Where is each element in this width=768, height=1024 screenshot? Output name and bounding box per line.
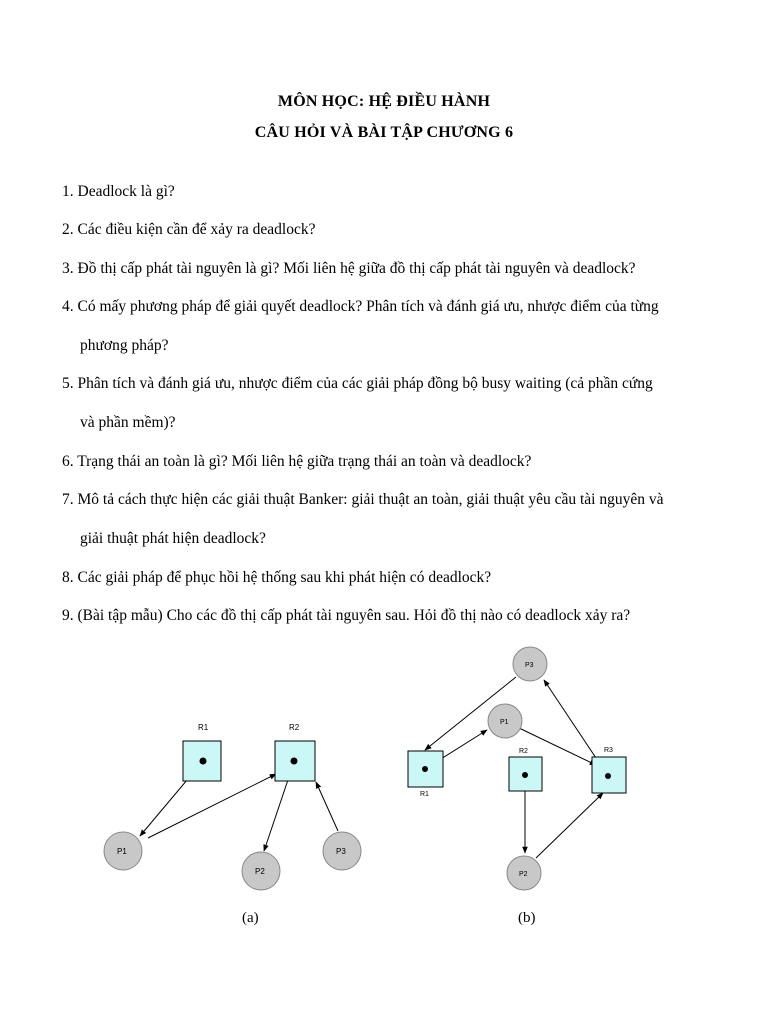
question-7-cont: giải thuật phát hiện deadlock? [80,530,266,547]
resource-a-r1-instance [200,758,207,765]
question-4: 4. Có mấy phương pháp để giải quyết deadlock? Phân tích và đánh giá ưu, nhược điểm của từng [62,298,659,315]
label-b-r2: R2 [519,748,528,755]
label-b-p1: P1 [500,719,509,726]
question-8: 8. Các giải pháp để phục hồi hệ thống sau khi phát hiện có deadlock? [62,569,492,586]
label-a-r2: R2 [289,723,300,732]
edge-b-p2-r3 [536,793,603,858]
question-9: 9. (Bài tập mẫu) Cho các đồ thị cấp phát tài nguyên sau. Hỏi đồ thị nào có deadlock xảy ra? [62,607,631,624]
resource-b-r1-instance [422,766,428,772]
question-5: 5. Phân tích và đánh giá ưu, nhược điểm của các giải pháp đồng bộ busy waiting (cả phần cứng [62,375,653,392]
edge-a-p1-r2 [148,774,276,838]
label-a-r1: R1 [198,723,209,732]
question-1: 1. Deadlock là gì? [62,183,175,200]
subject-title: MÔN HỌC: HỆ ĐIỀU HÀNH [277,93,491,110]
label-b-p2: P2 [519,871,528,878]
resource-b-r3-instance [605,773,611,779]
question-3: 3. Đồ thị cấp phát tài nguyên là gì? Mối liên hệ giữa đồ thị cấp phát tài nguyên và deadlock? [62,260,636,277]
resource-b-r2-instance [522,772,528,778]
caption-a: (a) [242,910,259,926]
label-b-p3: P3 [525,662,534,669]
label-a-p2: P2 [255,867,265,876]
resource-a-r2-instance [291,758,298,765]
chapter-title: CÂU HỎI VÀ BÀI TẬP CHƯƠNG 6 [254,124,514,141]
question-4-cont: phương pháp? [80,337,169,354]
edge-a-p3-r2 [316,782,338,831]
question-7: 7. Mô tả cách thực hiện các giải thuật Banker: giải thuật an toàn, giải thuật yêu cầu tài nguyên và [62,491,664,508]
graph-b [408,647,626,890]
caption-b: (b) [518,910,536,926]
question-6: 6. Trạng thái an toàn là gì? Mối liên hệ giữa trạng thái an toàn và deadlock? [62,453,532,470]
question-2: 2. Các điều kiện cần để xảy ra deadlock? [62,221,316,238]
label-a-p1: P1 [117,847,127,856]
graph-a [104,723,361,890]
label-b-r1: R1 [420,791,429,798]
label-b-r3: R3 [604,747,613,754]
question-5-cont: và phần mềm)? [80,414,176,431]
label-a-p3: P3 [336,847,346,856]
